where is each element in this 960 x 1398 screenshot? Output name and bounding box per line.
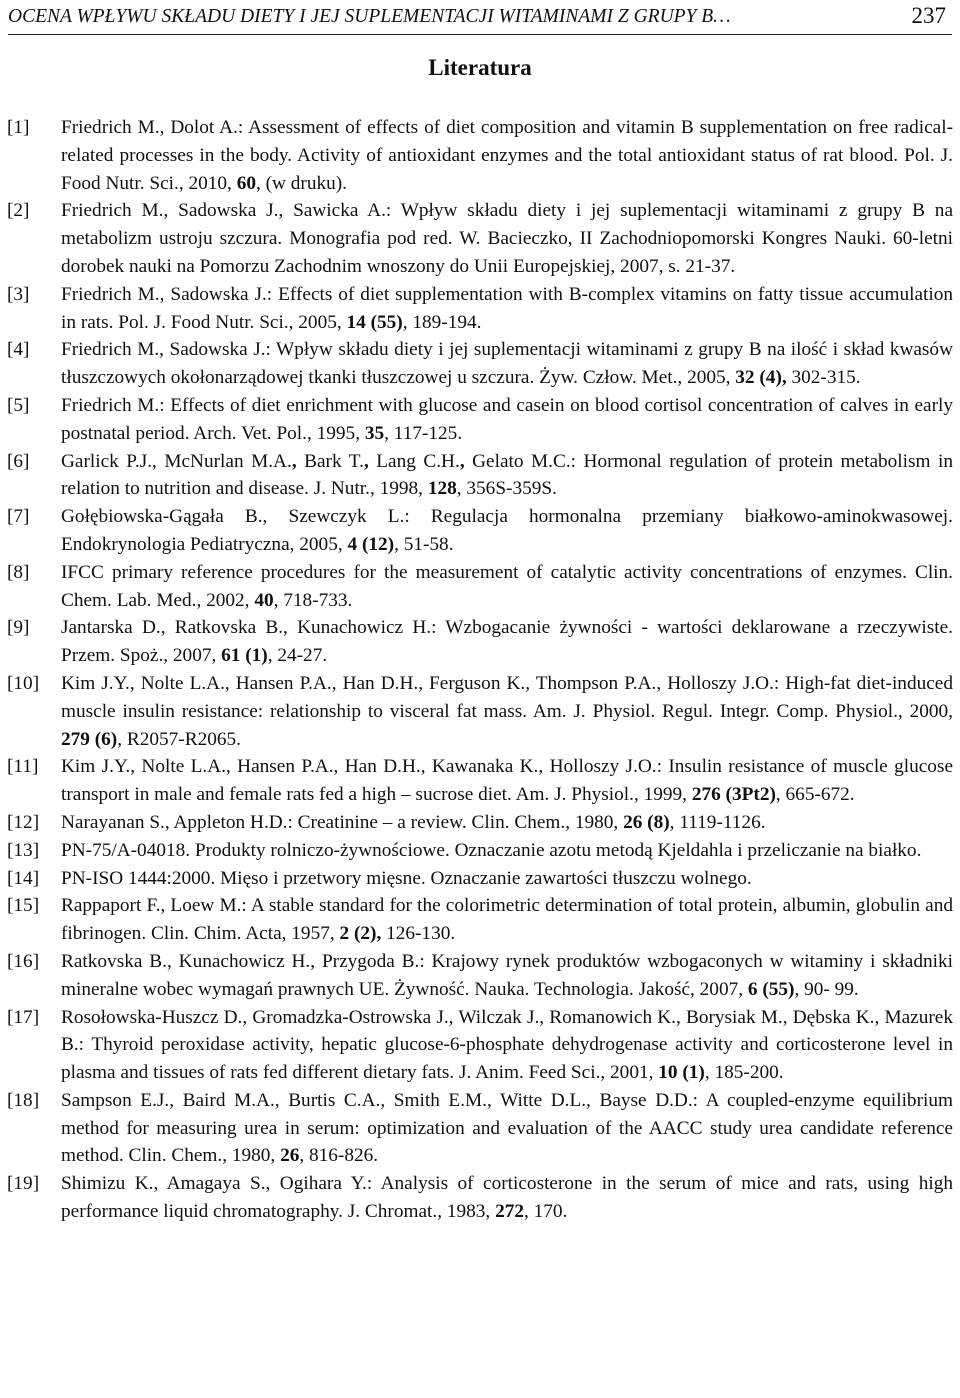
reference-segment: Friedrich M.: Effects of diet enrichment with glucose and casein on blood cortisol concentration of calves in early postnatal period. Arch. Vet. Pol., 1995, xyxy=(61,394,953,444)
reference-volume: 32 (4), xyxy=(735,367,787,389)
reference-segment: Sampson E.J., Baird M.A., Burtis C.A., Smith E.M., Witte D.L., Bayse D.D.: A coupled-enzyme equilibrium method for measuring urea in serum: optimization and evaluation of the AACC study urea candidate reference method. Clin. Chem., 1980, xyxy=(61,1089,953,1167)
reference-segment: , 1119-1126. xyxy=(669,811,766,833)
reference-text xyxy=(61,284,953,333)
reference-item xyxy=(7,114,953,197)
reference-number: [8] xyxy=(7,561,30,583)
reference-item xyxy=(7,1004,953,1087)
reference-segment: PN-ISO 1444:2000. Mięso i przetwory mięsne. Oznaczanie zawartości tłuszczu wolnego. xyxy=(61,867,752,889)
reference-volume: 10 (1) xyxy=(658,1062,705,1084)
reference-item xyxy=(7,892,953,948)
reference-number: [6] xyxy=(7,450,30,472)
reference-number: [19] xyxy=(7,1173,40,1195)
reference-volume: 35 xyxy=(364,422,385,444)
reference-text xyxy=(61,562,953,611)
reference-segment: Rappaport F., Loew M.: A stable standard for the colorimetric determination of total protein, albumin, globulin and fibrinogen. Clin. Chim. Acta, 1957, xyxy=(61,895,953,945)
reference-item xyxy=(7,1170,953,1226)
reference-list xyxy=(7,114,953,1226)
running-title: OCENA WPŁYWU SKŁADU DIETY I JEJ SUPLEMENTACJI WITAMINAMI Z GRUPY B… xyxy=(8,6,731,27)
reference-number: [14] xyxy=(7,867,40,889)
reference-segment: , 356S-359S. xyxy=(456,478,557,500)
reference-segment: Jantarska D., Ratkovska B., Kunachowicz H.: Wzbogacanie żywności - wartości deklarowane a rzeczywiste. Przem. Spoż., 2007, xyxy=(61,617,953,667)
reference-item xyxy=(7,670,953,753)
reference-segment: , 185-200. xyxy=(704,1062,784,1084)
reference-segment: Bark T. xyxy=(296,450,364,472)
reference-segment: Shimizu K., Amagaya S., Ogihara Y.: Analysis of corticosterone in the serum of mice and rats, using high performance liquid chromatography. J. Chromat., 1983, xyxy=(61,1173,953,1223)
reference-volume: , xyxy=(363,450,369,472)
reference-segment: Narayanan S., Appleton H.D.: Creatinine – a review. Clin. Chem., 1980, xyxy=(61,811,624,833)
reference-number: [15] xyxy=(7,895,40,917)
reference-item xyxy=(7,559,953,615)
reference-number: [12] xyxy=(7,811,40,833)
reference-number: [11] xyxy=(7,756,39,778)
reference-segment: , 816-826. xyxy=(299,1145,379,1167)
reference-volume: , xyxy=(291,450,297,472)
reference-segment: , 90- 99. xyxy=(794,978,859,1000)
section-title: Literatura xyxy=(428,55,532,80)
reference-segment: , 24-27. xyxy=(267,645,328,667)
reference-segment: Rosołowska-Huszcz D., Gromadzka-Ostrowska J., Wilczak J., Romanowich K., Borysiak M., Dębska K., Mazurek B.: Thyroid peroxidase activity, hepatic glucose-6-phosphate dehydrogenase activity and corticosterone level in plasma and tissues of rats fed different dietary fats. J. Anim. Feed Sci., 2001, xyxy=(61,1006,953,1084)
reference-number: [7] xyxy=(7,506,30,528)
reference-text xyxy=(61,951,953,1000)
reference-volume: 272 xyxy=(495,1201,524,1223)
reference-item xyxy=(7,865,953,893)
reference-text xyxy=(61,339,953,388)
reference-number: [16] xyxy=(7,950,40,972)
reference-text xyxy=(61,812,766,833)
reference-number: [3] xyxy=(7,283,30,305)
reference-volume: 26 xyxy=(280,1145,300,1167)
reference-segment: PN-75/A-04018. Produkty rolniczo-żywnościowe. Oznaczanie azotu metodą Kjeldahla i przeliczanie na białko. xyxy=(61,839,922,861)
reference-text xyxy=(61,451,953,500)
reference-segment: Friedrich M., Sadowska J., Sawicka A.: Wpływ składu diety i jej suplementacji witaminami z grupy B na metabolizm ustroju szczura. Monografia pod red. W. Bacieczko, II Zachodniopomorski Kongres Nauki. 60-letni dorobek nauki na Pomorzu Zachodnim wnoszony do Unii Europejskiej, 2007, s. 21-37. xyxy=(61,200,953,277)
reference-segment: , R2057-R2065. xyxy=(117,728,241,750)
reference-text xyxy=(61,895,953,944)
reference-volume: 6 (55) xyxy=(747,978,795,1000)
reference-number: [1] xyxy=(7,117,30,138)
reference-number: [13] xyxy=(7,839,40,861)
reference-item xyxy=(7,753,953,809)
reference-text xyxy=(61,840,921,861)
reference-volume: 60 xyxy=(236,172,256,194)
reference-segment: Garlick P.J., McNurlan M.A. xyxy=(61,450,292,472)
reference-number: [4] xyxy=(7,339,30,361)
running-header xyxy=(8,2,952,35)
reference-item xyxy=(7,503,953,559)
reference-segment: , 51-58. xyxy=(394,533,454,555)
reference-segment: , (w druku). xyxy=(255,172,347,194)
reference-volume: 26 (8) xyxy=(623,811,670,833)
reference-text xyxy=(61,756,953,805)
reference-item xyxy=(7,614,953,670)
reference-volume: 14 (55) xyxy=(346,311,403,333)
reference-item xyxy=(7,281,953,337)
reference-item xyxy=(7,809,953,837)
reference-text xyxy=(61,506,953,555)
reference-segment: 302-315. xyxy=(786,367,861,389)
reference-segment: Friedrich M., Sadowska J.: Effects of diet supplementation with B-complex vitamins on fatty tissue accumulation in rats. Pol. J. Food Nutr. Sci., 2005, xyxy=(61,283,953,333)
reference-number: [10] xyxy=(7,672,40,694)
reference-segment: Friedrich M., Sadowska J.: Wpływ składu diety i jej suplementacji witaminami z grupy B na ilość i skład kwasów tłuszczowych okołonarządowej tkanki tłuszczowej u szczura. Żyw. Człow. Met., 2005, xyxy=(61,339,953,389)
reference-volume: 128 xyxy=(427,478,457,500)
reference-segment: , 170. xyxy=(524,1201,568,1223)
reference-text xyxy=(61,868,752,889)
reference-segment: 126-130. xyxy=(381,923,456,945)
reference-segment: IFCC primary reference procedures for the measurement of catalytic activity concentrations of enzymes. Clin. Chem. Lab. Med., 2002, xyxy=(61,561,953,611)
reference-item xyxy=(7,197,953,280)
reference-volume: 61 (1) xyxy=(221,645,268,667)
reference-item xyxy=(7,392,953,448)
reference-item xyxy=(7,448,953,504)
reference-text xyxy=(61,1007,953,1084)
reference-volume: 2 (2), xyxy=(339,923,382,945)
reference-volume: 279 (6) xyxy=(61,728,118,750)
reference-segment: Kim J.Y., Nolte L.A., Hansen P.A., Han D.H., Ferguson K., Thompson P.A., Holloszy J.O.: High-fat diet-induced muscle insulin resistance: relationship to visceral fat mass. Am. J. Physiol. Regul. Integr. Comp. Physiol., 2000, xyxy=(61,672,953,722)
reference-segment: Lang C.H. xyxy=(368,450,460,472)
reference-segment: Gołębiowska-Gągała B., Szewczyk L.: Regulacja hormonalna przemiany białkowo-aminokwasowej. Endokrynologia Pediatryczna, 2005, xyxy=(61,506,953,555)
page-number: 237 xyxy=(911,3,946,28)
reference-text xyxy=(61,1090,953,1167)
reference-volume: , xyxy=(459,450,465,472)
reference-number: [9] xyxy=(7,617,30,639)
reference-segment: Kim J.Y., Nolte L.A., Hansen P.A., Han D.H., Kawanaka K., Holloszy J.O.: Insulin resistance of muscle glucose transport in male and female rats fed a high – sucrose diet. Am. J. Physiol., 1999, xyxy=(61,756,953,806)
reference-text xyxy=(61,395,953,444)
reference-item xyxy=(7,837,953,865)
reference-text xyxy=(61,673,953,750)
reference-segment: , 718-733. xyxy=(273,589,353,611)
reference-item xyxy=(7,948,953,1004)
reference-text xyxy=(61,117,953,194)
reference-segment: , 189-194. xyxy=(402,311,482,333)
reference-item xyxy=(7,336,953,392)
reference-text xyxy=(61,1173,953,1222)
reference-segment: , 117-125. xyxy=(384,422,463,444)
reference-segment: Friedrich M., Dolot A.: Assessment of effects of diet composition and vitamin B supplementation on free radical-related processes in the body. Activity of antioxidant enzymes and the total antioxidant status of rat blood. Pol. J. Food Nutr. Sci., 2010, xyxy=(61,117,953,194)
reference-number: [18] xyxy=(7,1089,40,1111)
reference-segment: Gelato M.C.: Hormonal regulation of protein metabolism in relation to nutrition and disease. J. Nutr., 1998, xyxy=(61,450,953,500)
reference-segment: , 665-672. xyxy=(775,784,855,806)
reference-number: [5] xyxy=(7,394,30,416)
reference-text xyxy=(61,200,953,277)
reference-item xyxy=(7,1087,953,1170)
reference-number: [17] xyxy=(7,1006,40,1028)
reference-volume: 4 (12) xyxy=(347,533,395,555)
reference-number: [2] xyxy=(7,200,30,222)
reference-text xyxy=(61,617,953,666)
reference-volume: 40 xyxy=(254,589,274,611)
reference-segment: Ratkovska B., Kunachowicz H., Przygoda B.: Krajowy rynek produktów wzbogaconych w witaminy i składniki mineralne wobec wymagań prawnych UE. Żywność. Nauka. Technologia. Jakość, 2007, xyxy=(61,950,953,1000)
reference-volume: 276 (3Pt2) xyxy=(691,784,776,806)
